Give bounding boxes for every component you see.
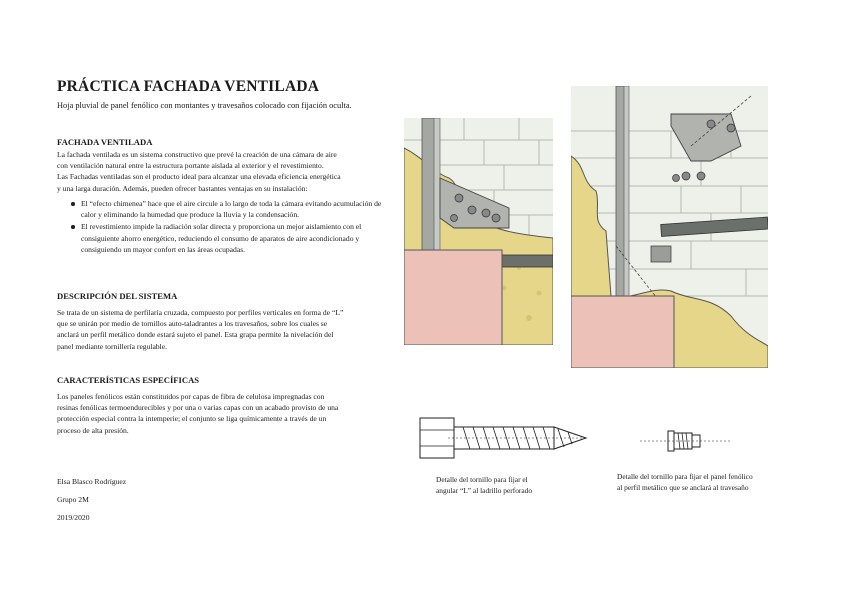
- caption-line: angular “L” al ladrillo perforado: [436, 485, 533, 495]
- text-line: Las Fachadas ventiladas son el producto ideal para alcanzar una elevada eficiencia energética: [57, 172, 341, 182]
- page-subtitle: Hoja pluvial de panel fenólico con montantes y travesaños colocado con fijación oculta.: [57, 101, 352, 110]
- text-line: protección especial contra la intemperie; el conjunto se liga químicamente a través de un: [57, 414, 327, 424]
- page-title: PRÁCTICA FACHADA VENTILADA: [57, 78, 320, 95]
- section-heading-descripcion: DESCRIPCIÓN DEL SISTEMA: [57, 291, 178, 301]
- author-group: Grupo 2M: [57, 495, 89, 504]
- caption-line: al perfil metálico que se anclará al travesaño: [617, 482, 749, 492]
- section-text-descripcion: [57, 307, 387, 352]
- text-line: y una larga duración. Además, pueden ofrecer bastantes ventajas en su instalación:: [57, 183, 308, 193]
- list-item: El revestimiento impide la radiación solar directa y proporciona un mejor aislamiento con el consiguiente ahorro energético, reduciendo el consumo de aparatos de aire acondicionado y consiguiendo un mayor confort en las áreas ocupadas.: [70, 221, 382, 255]
- text-line: La fachada ventilada es un sistema constructivo que prevé la creación de una cámara de aire: [57, 150, 337, 159]
- author-year: 2019/2020: [57, 513, 90, 522]
- facade-section-drawing-1: [404, 118, 553, 345]
- author-name: Elsa Blasco Rodríguez: [57, 477, 127, 486]
- text-line: Se trata de un sistema de perfilaría cruzada, compuesto por perfiles verticales en forma de “L”: [57, 308, 344, 317]
- section-heading-caracteristicas: CARACTERÍSTICAS ESPECÍFICAS: [57, 375, 200, 385]
- text-line: con ventilación natural entre la estructura portante aislada al exterior y el revestimiento.: [57, 161, 324, 171]
- facade-section-drawing-2: [571, 86, 768, 368]
- screw-detail-drawing-1: [418, 412, 590, 467]
- caption-screw-panel: [617, 472, 753, 493]
- text-line: anclará un perfil metálico donde estará sujeto el panel. Esta grapa permite la nivelación del: [57, 330, 334, 340]
- section-text-fachada: [57, 149, 387, 194]
- section-heading-fachada: FACHADA VENTILADA: [57, 137, 153, 147]
- caption-screw-brick: [436, 475, 532, 496]
- text-line: resinas fenólicas termoendurecibles y por una o varias capas con un acabado provisto de una: [57, 403, 339, 413]
- text-line: que se unirán por medio de tornillos auto-taladrantes a los travesaños, sobre los cuales se: [57, 319, 328, 329]
- text-line: Los paneles fenólicos están constituidos por capas de fibra de celulosa impregnadas con: [57, 392, 325, 401]
- caption-line: Detalle del tornillo para fijar el: [436, 475, 528, 484]
- list-item: El “efecto chimenea” hace que el aire circule a lo largo de toda la cámara evitando acumulación de calor y eliminando la humedad que produce la lluvia y la condensación.: [70, 198, 382, 220]
- text-line: panel mediante tornillería regulable.: [57, 341, 168, 351]
- section-text-caracteristicas: [57, 391, 387, 436]
- screw-detail-drawing-2: [640, 425, 730, 459]
- caption-line: Detalle del tornillo para fijar el panel fenólico: [617, 472, 753, 481]
- text-line: proceso de alta presión.: [57, 425, 129, 435]
- advantages-list: [70, 198, 382, 256]
